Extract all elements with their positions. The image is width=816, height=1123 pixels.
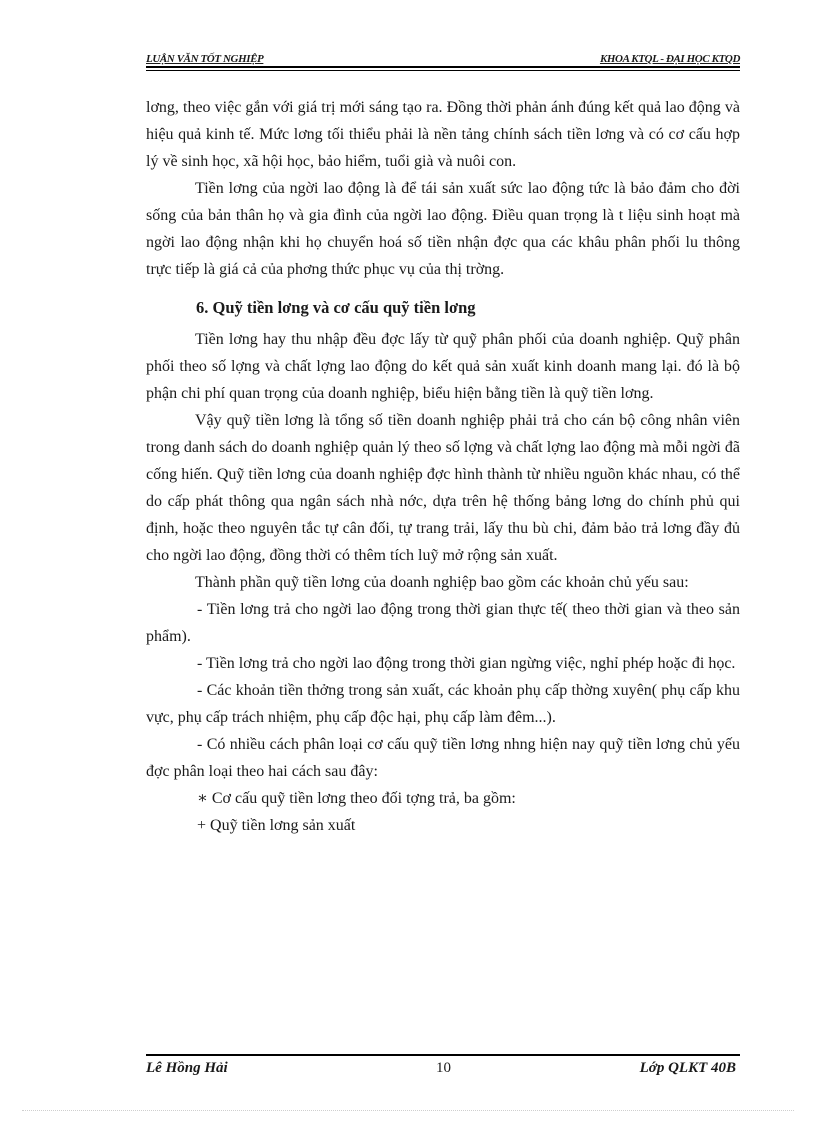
section-heading: 6. Quỹ tiền lơng và cơ cấu quỹ tiền lơng	[196, 298, 476, 317]
dash-list-item: - Có nhiều cách phân loại cơ cấu quỹ tiền lơng nhng hiện nay quỹ tiền lơng chủ yếu đợc phân loại theo hai cách sau đây:	[146, 736, 740, 780]
dash-list-item: - Tiền lơng trả cho ngời lao động trong thời gian ngừng việc, nghỉ phép hoặc đi học.	[197, 655, 736, 672]
body-paragraph: lơng, theo việc gắn với giá trị mới sáng tạo ra. Đồng thời phản ánh đúng kết quả lao động và hiệu quả kinh tế. Mức lơng tối thiểu phải là nền tảng chính sách tiền lơng và có cơ cấu hợp lý về sinh học, xã hội học, bảo hiểm, tuổi già và nuôi con.	[146, 99, 740, 170]
document-body	[146, 94, 740, 839]
bullet-item: ∗ Cơ cấu quỹ tiền lơng theo đối tợng trả, ba gồm:	[197, 790, 516, 807]
body-paragraph: Tiền lơng của ngời lao động là để tái sản xuất sức lao động tức là bảo đảm cho đời sống của bản thân họ và gia đình của ngời lao động. Điều quan trọng là t liệu sinh hoạt mà ngời lao động nhận khi họ chuyển hoá số tiền nhận đợc qua các khâu phân phối lu thông trực tiếp là giá cả của phơng thức phục vụ của thị trờng.	[146, 180, 740, 278]
body-paragraph: Vậy quỹ tiền lơng là tổng số tiền doanh nghiệp phải trả cho cán bộ công nhân viên trong danh sách do doanh nghiệp quản lý theo số lợng và chất lợng lao động mà mỗi ngời đã cống hiến. Quỹ tiền lơng của doanh nghiệp đợc hình thành từ nhiều nguồn khác nhau, có thể do cấp phát thông qua ngân sách nhà nớc, dựa trên hệ thống bảng lơng do chính phủ qui định, hoặc theo nguyên tắc tự cân đối, tự trang trải, lấy thu bù chi, đảm bảo trả lơng đầy đủ cho ngời lao động, đồng thời có thêm tích luỹ mở rộng sản xuất.	[146, 412, 740, 564]
body-paragraph: Thành phần quỹ tiền lơng của doanh nghiệp bao gồm các khoản chủ yếu sau:	[195, 574, 689, 591]
body-paragraph: Tiền lơng hay thu nhập đều đợc lấy từ quỹ phân phối của doanh nghiệp. Quỹ phân phối theo số lợng và chất lợng lao động do kết quả sản xuất kinh doanh mang lại. đó là bộ phận chi phí quan trọng của doanh nghiệp, biểu hiện bằng tiền là quỹ tiền lơng.	[146, 331, 740, 402]
header-rule	[146, 70, 740, 71]
footer-author: Lê Hồng Hải	[146, 1060, 228, 1076]
footer-rule	[146, 1054, 740, 1056]
page-bottom-divider	[22, 1110, 794, 1111]
header-right-text: KHOA KTQL - ĐẠI HỌC KTQD	[599, 53, 740, 65]
page-number: 10	[436, 1060, 451, 1076]
page-header	[146, 50, 740, 68]
dash-list-item: - Tiền lơng trả cho ngời lao động trong thời gian thực tế( theo thời gian và theo sản phẩm).	[146, 601, 740, 645]
dash-list-item: - Các khoản tiền thởng trong sản xuất, các khoản phụ cấp thờng xuyên( phụ cấp khu vực, phụ cấp trách nhiệm, phụ cấp độc hại, phụ cấp làm đêm...).	[146, 682, 740, 726]
plus-item: + Quỹ tiền lơng sản xuất	[197, 817, 356, 834]
header-left-text: LUẬN VĂN TỐT NGHIỆP	[146, 53, 264, 65]
page-footer	[146, 1060, 740, 1080]
footer-class: Lớp QLKT 40B	[639, 1060, 736, 1076]
